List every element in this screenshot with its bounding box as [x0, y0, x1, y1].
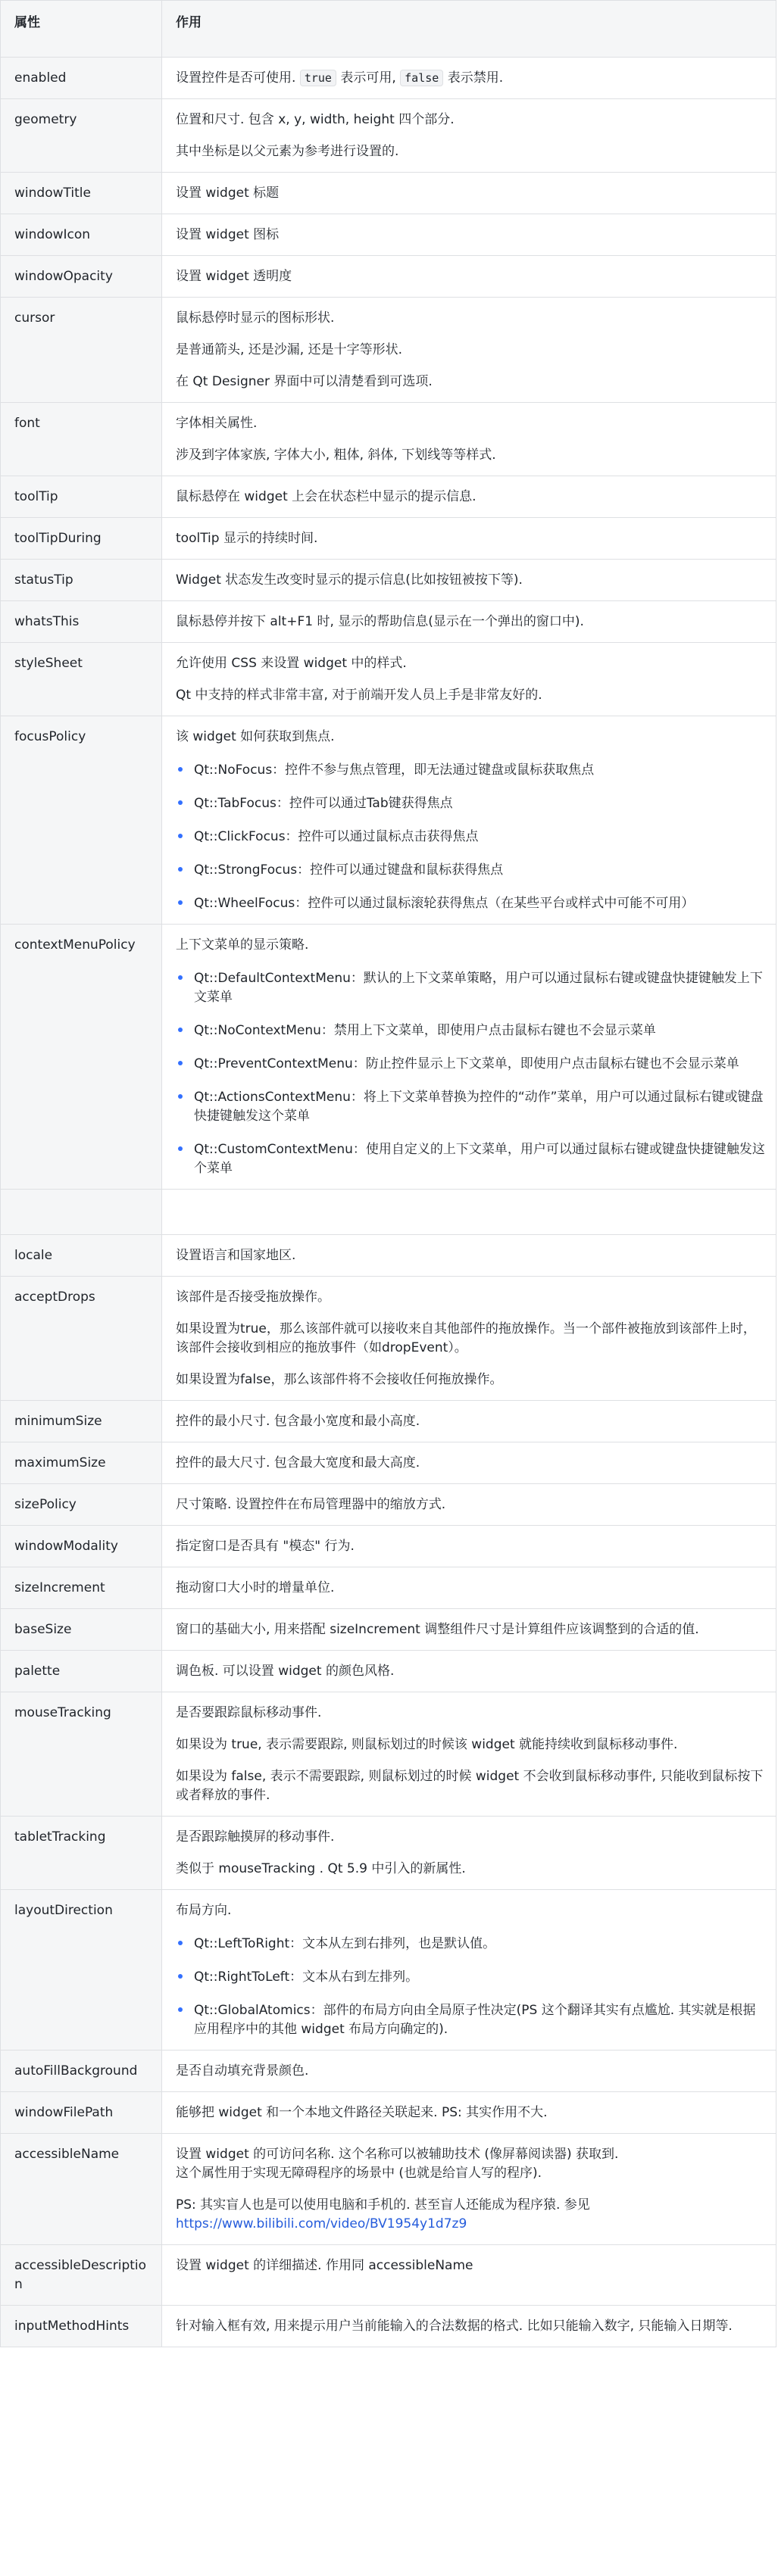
table-row [1, 643, 776, 716]
property-description: 窗口的基础大小, 用来搭配 sizeIncrement 调整组件尺寸是计算组件应该调整到的合适的值. [162, 1609, 776, 1651]
property-description: 拖动窗口大小时的增量单位. [162, 1567, 776, 1609]
paragraph: 字体相关属性. [176, 416, 258, 431]
paragraph: 其中坐标是以父元素为参考进行设置的. [176, 144, 399, 159]
empty-cell [162, 1190, 776, 1235]
list-item: • Qt::StrongFocus：控件可以通过键盘和鼠标获得焦点 [192, 859, 765, 880]
property-description [162, 99, 776, 173]
property-name: windowFilePath [1, 2092, 162, 2134]
list-item: • Qt::RightToLeft：文本从右到左排列。 [192, 1966, 765, 1987]
property-name: acceptDrops [1, 1277, 162, 1401]
list-item: • Qt::ClickFocus：控件可以通过鼠标点击获得焦点 [192, 826, 765, 847]
list-item: • Qt::LeftToRight：文本从左到右排列，也是默认值。 [192, 1933, 765, 1954]
property-name: windowTitle [1, 173, 162, 214]
table-row [1, 1442, 776, 1484]
table-row [1, 1692, 776, 1817]
table-row [1, 58, 776, 99]
table-row [1, 1890, 776, 2051]
table-header-row [1, 1, 776, 58]
property-description: 调色板. 可以设置 widget 的颜色风格. [162, 1651, 776, 1692]
table-row [1, 1484, 776, 1526]
paragraph: 鼠标悬停时显示的图标形状. [176, 310, 335, 326]
table-row [1, 560, 776, 601]
property-name: sizePolicy [1, 1484, 162, 1526]
inline-code: false [400, 70, 443, 86]
table-row [1, 1277, 776, 1401]
paragraph: 如果设为 false, 表示不需要跟踪, 则鼠标划过的时候 widget 不会收到鼠标移动事件, 只能收到鼠标按下或者释放的事件. [176, 1769, 764, 1803]
table-row [1, 1817, 776, 1890]
property-name: maximumSize [1, 1442, 162, 1484]
property-name: baseSize [1, 1609, 162, 1651]
property-description [162, 925, 776, 1190]
property-description [162, 1692, 776, 1817]
table-row [1, 1609, 776, 1651]
table-row [1, 2306, 776, 2347]
property-description [162, 403, 776, 476]
inline-code: true [300, 70, 336, 86]
bullet-list [176, 759, 765, 913]
paragraph: 如果设为 true, 表示需要跟踪, 则鼠标划过的时候该 widget 就能持续收到鼠标移动事件. [176, 1737, 678, 1752]
bullet-list [176, 1933, 765, 2039]
text: PS: 其实盲人也是可以使用电脑和手机的. 甚至盲人还能成为程序猿. 参见 [176, 2197, 590, 2213]
property-description: 设置 widget 标题 [162, 173, 776, 214]
list-item: • Qt::WheelFocus：控件可以通过鼠标滚轮获得焦点（在某些平台或样式中可能不可用） [192, 893, 765, 913]
table-row [1, 403, 776, 476]
list-item: • Qt::ActionsContextMenu：将上下文菜单替换为控件的“动作”菜单，用户可以通过鼠标右键或键盘快捷键触发这个菜单 [192, 1087, 765, 1126]
property-name: locale [1, 1235, 162, 1277]
property-description [162, 1890, 776, 2051]
list-item: • Qt::NoContextMenu：禁用上下文菜单，即使用户点击鼠标右键也不会显示菜单 [192, 1020, 765, 1040]
text-line: 这个属性用于实现无障碍程序的场景中 (也就是给盲人写的程序). [176, 2166, 542, 2181]
property-description: 设置 widget 的详细描述. 作用同 accessibleName [162, 2245, 776, 2306]
property-name: layoutDirection [1, 1890, 162, 2051]
paragraph: 是否要跟踪鼠标移动事件. [176, 1705, 322, 1720]
property-name: focusPolicy [1, 716, 162, 925]
property-description: 针对输入框有效, 用来提示用户当前能输入的合法数据的格式. 比如只能输入数字, 只能输入日期等. [162, 2306, 776, 2347]
property-name: whatsThis [1, 601, 162, 643]
text-line: 设置 widget 的可访问名称. 这个名称可以被辅助技术 (像屏幕阅读器) 获取到. [176, 2147, 619, 2162]
table-row [1, 518, 776, 560]
property-name: windowIcon [1, 214, 162, 256]
table-row [1, 2092, 776, 2134]
table-row [1, 298, 776, 403]
table-row [1, 925, 776, 1190]
paragraph: 布局方向. [176, 1903, 232, 1918]
paragraph: 涉及到字体家族, 字体大小, 粗体, 斜体, 下划线等等样式. [176, 448, 496, 463]
property-name: styleSheet [1, 643, 162, 716]
property-description: 鼠标悬停并按下 alt+F1 时, 显示的帮助信息(显示在一个弹出的窗口中). [162, 601, 776, 643]
property-name: windowOpacity [1, 256, 162, 298]
table-row [1, 1651, 776, 1692]
text: 表示禁用. [443, 70, 504, 86]
paragraph: 该部件是否接受拖放操作。 [176, 1290, 330, 1305]
property-name: autoFillBackground [1, 2051, 162, 2092]
property-name: minimumSize [1, 1401, 162, 1442]
property-description [162, 298, 776, 403]
header-description: 作用 [162, 1, 776, 58]
property-name: cursor [1, 298, 162, 403]
table-row [1, 1567, 776, 1609]
table-row [1, 1235, 776, 1277]
property-name: sizeIncrement [1, 1567, 162, 1609]
table-row [1, 2134, 776, 2245]
property-name: statusTip [1, 560, 162, 601]
paragraph: 类似于 mouseTracking . Qt 5.9 中引入的新属性. [176, 1861, 466, 1876]
list-item: • Qt::CustomContextMenu：使用自定义的上下文菜单，用户可以通过鼠标右键或键盘快捷键触发这个菜单 [192, 1139, 765, 1178]
property-name: contextMenuPolicy [1, 925, 162, 1190]
property-description [162, 716, 776, 925]
property-description: 鼠标悬停在 widget 上会在状态栏中显示的提示信息. [162, 476, 776, 518]
paragraph: 是普通箭头, 还是沙漏, 还是十字等形状. [176, 342, 403, 357]
property-description: 设置 widget 图标 [162, 214, 776, 256]
property-description: 设置语言和国家地区. [162, 1235, 776, 1277]
paragraph [176, 2196, 765, 2234]
table-row [1, 99, 776, 173]
list-item: • Qt::DefaultContextMenu：默认的上下文菜单策略，用户可以通过鼠标右键或键盘快捷键触发上下文菜单 [192, 968, 765, 1007]
property-name: palette [1, 1651, 162, 1692]
paragraph [176, 2145, 765, 2183]
property-description [162, 2134, 776, 2245]
property-description: 指定窗口是否具有 "模态" 行为. [162, 1526, 776, 1567]
empty-cell [1, 1190, 162, 1235]
table-row [1, 716, 776, 925]
property-name: mouseTracking [1, 1692, 162, 1817]
property-name: tabletTracking [1, 1817, 162, 1890]
list-item: • Qt::NoFocus：控件不参与焦点管理，即无法通过键盘或鼠标获取焦点 [192, 759, 765, 780]
property-description [162, 1277, 776, 1401]
property-description: 是否自动填充背景颜色. [162, 2051, 776, 2092]
property-name: windowModality [1, 1526, 162, 1567]
property-description [162, 1817, 776, 1890]
bullet-list [176, 968, 765, 1178]
table-row [1, 2245, 776, 2306]
property-description [162, 643, 776, 716]
property-name: font [1, 403, 162, 476]
paragraph: 位置和尺寸. 包含 x, y, width, height 四个部分. [176, 112, 455, 127]
property-description [162, 58, 776, 99]
table-row [1, 2051, 776, 2092]
property-description: 控件的最大尺寸. 包含最大宽度和最大高度. [162, 1442, 776, 1484]
property-name: accessibleName [1, 2134, 162, 2245]
property-description: 控件的最小尺寸. 包含最小宽度和最小高度. [162, 1401, 776, 1442]
text: 表示可用, [336, 70, 401, 86]
table-row [1, 214, 776, 256]
table-row [1, 1401, 776, 1442]
list-item: • Qt::GlobalAtomics：部件的布局方向由全局原子性决定(PS 这个翻译其实有点尴尬. 其实就是根据应用程序中的其他 widget 布局方向确定的). [192, 2000, 765, 2039]
property-description: Widget 状态发生改变时显示的提示信息(比如按钮被按下等). [162, 560, 776, 601]
property-description: toolTip 显示的持续时间. [162, 518, 776, 560]
paragraph: 在 Qt Designer 界面中可以清楚看到可选项. [176, 374, 433, 389]
paragraph: 是否跟踪触摸屏的移动事件. [176, 1829, 335, 1845]
text: 设置控件是否可使用. [176, 70, 300, 86]
paragraph: 该 widget 如何获取到焦点. [176, 729, 335, 744]
table-row [1, 476, 776, 518]
property-name: toolTipDuring [1, 518, 162, 560]
video-link[interactable]: https://www.bilibili.com/video/BV1954y1d7z9 [176, 2216, 467, 2231]
table-row [1, 256, 776, 298]
property-name: accessibleDescription [1, 2245, 162, 2306]
list-item: • Qt::TabFocus：控件可以通过Tab键获得焦点 [192, 793, 765, 813]
paragraph: 如果设置为true，那么该部件就可以接收来自其他部件的拖放操作。当一个部件被拖放到该部件上时，该部件会接收到相应的拖放事件（如dropEvent）。 [176, 1321, 756, 1355]
property-description: 尺寸策略. 设置控件在布局管理器中的缩放方式. [162, 1484, 776, 1526]
property-description: 设置 widget 透明度 [162, 256, 776, 298]
table-row-empty [1, 1190, 776, 1235]
property-description: 能够把 widget 和一个本地文件路径关联起来. PS: 其实作用不大. [162, 2092, 776, 2134]
property-name: toolTip [1, 476, 162, 518]
table-row [1, 601, 776, 643]
property-name: enabled [1, 58, 162, 99]
paragraph: 上下文菜单的显示策略. [176, 937, 309, 953]
paragraph: 如果设置为false，那么该部件将不会接收任何拖放操作。 [176, 1372, 503, 1387]
list-item: • Qt::PreventContextMenu：防止控件显示上下文菜单，即使用户点击鼠标右键也不会显示菜单 [192, 1053, 765, 1074]
paragraph: 允许使用 CSS 来设置 widget 中的样式. [176, 656, 407, 671]
paragraph: Qt 中支持的样式非常丰富, 对于前端开发人员上手是非常友好的. [176, 688, 542, 703]
table-row [1, 1526, 776, 1567]
property-name: inputMethodHints [1, 2306, 162, 2347]
table-row [1, 173, 776, 214]
property-name: geometry [1, 99, 162, 173]
header-property: 属性 [1, 1, 162, 58]
